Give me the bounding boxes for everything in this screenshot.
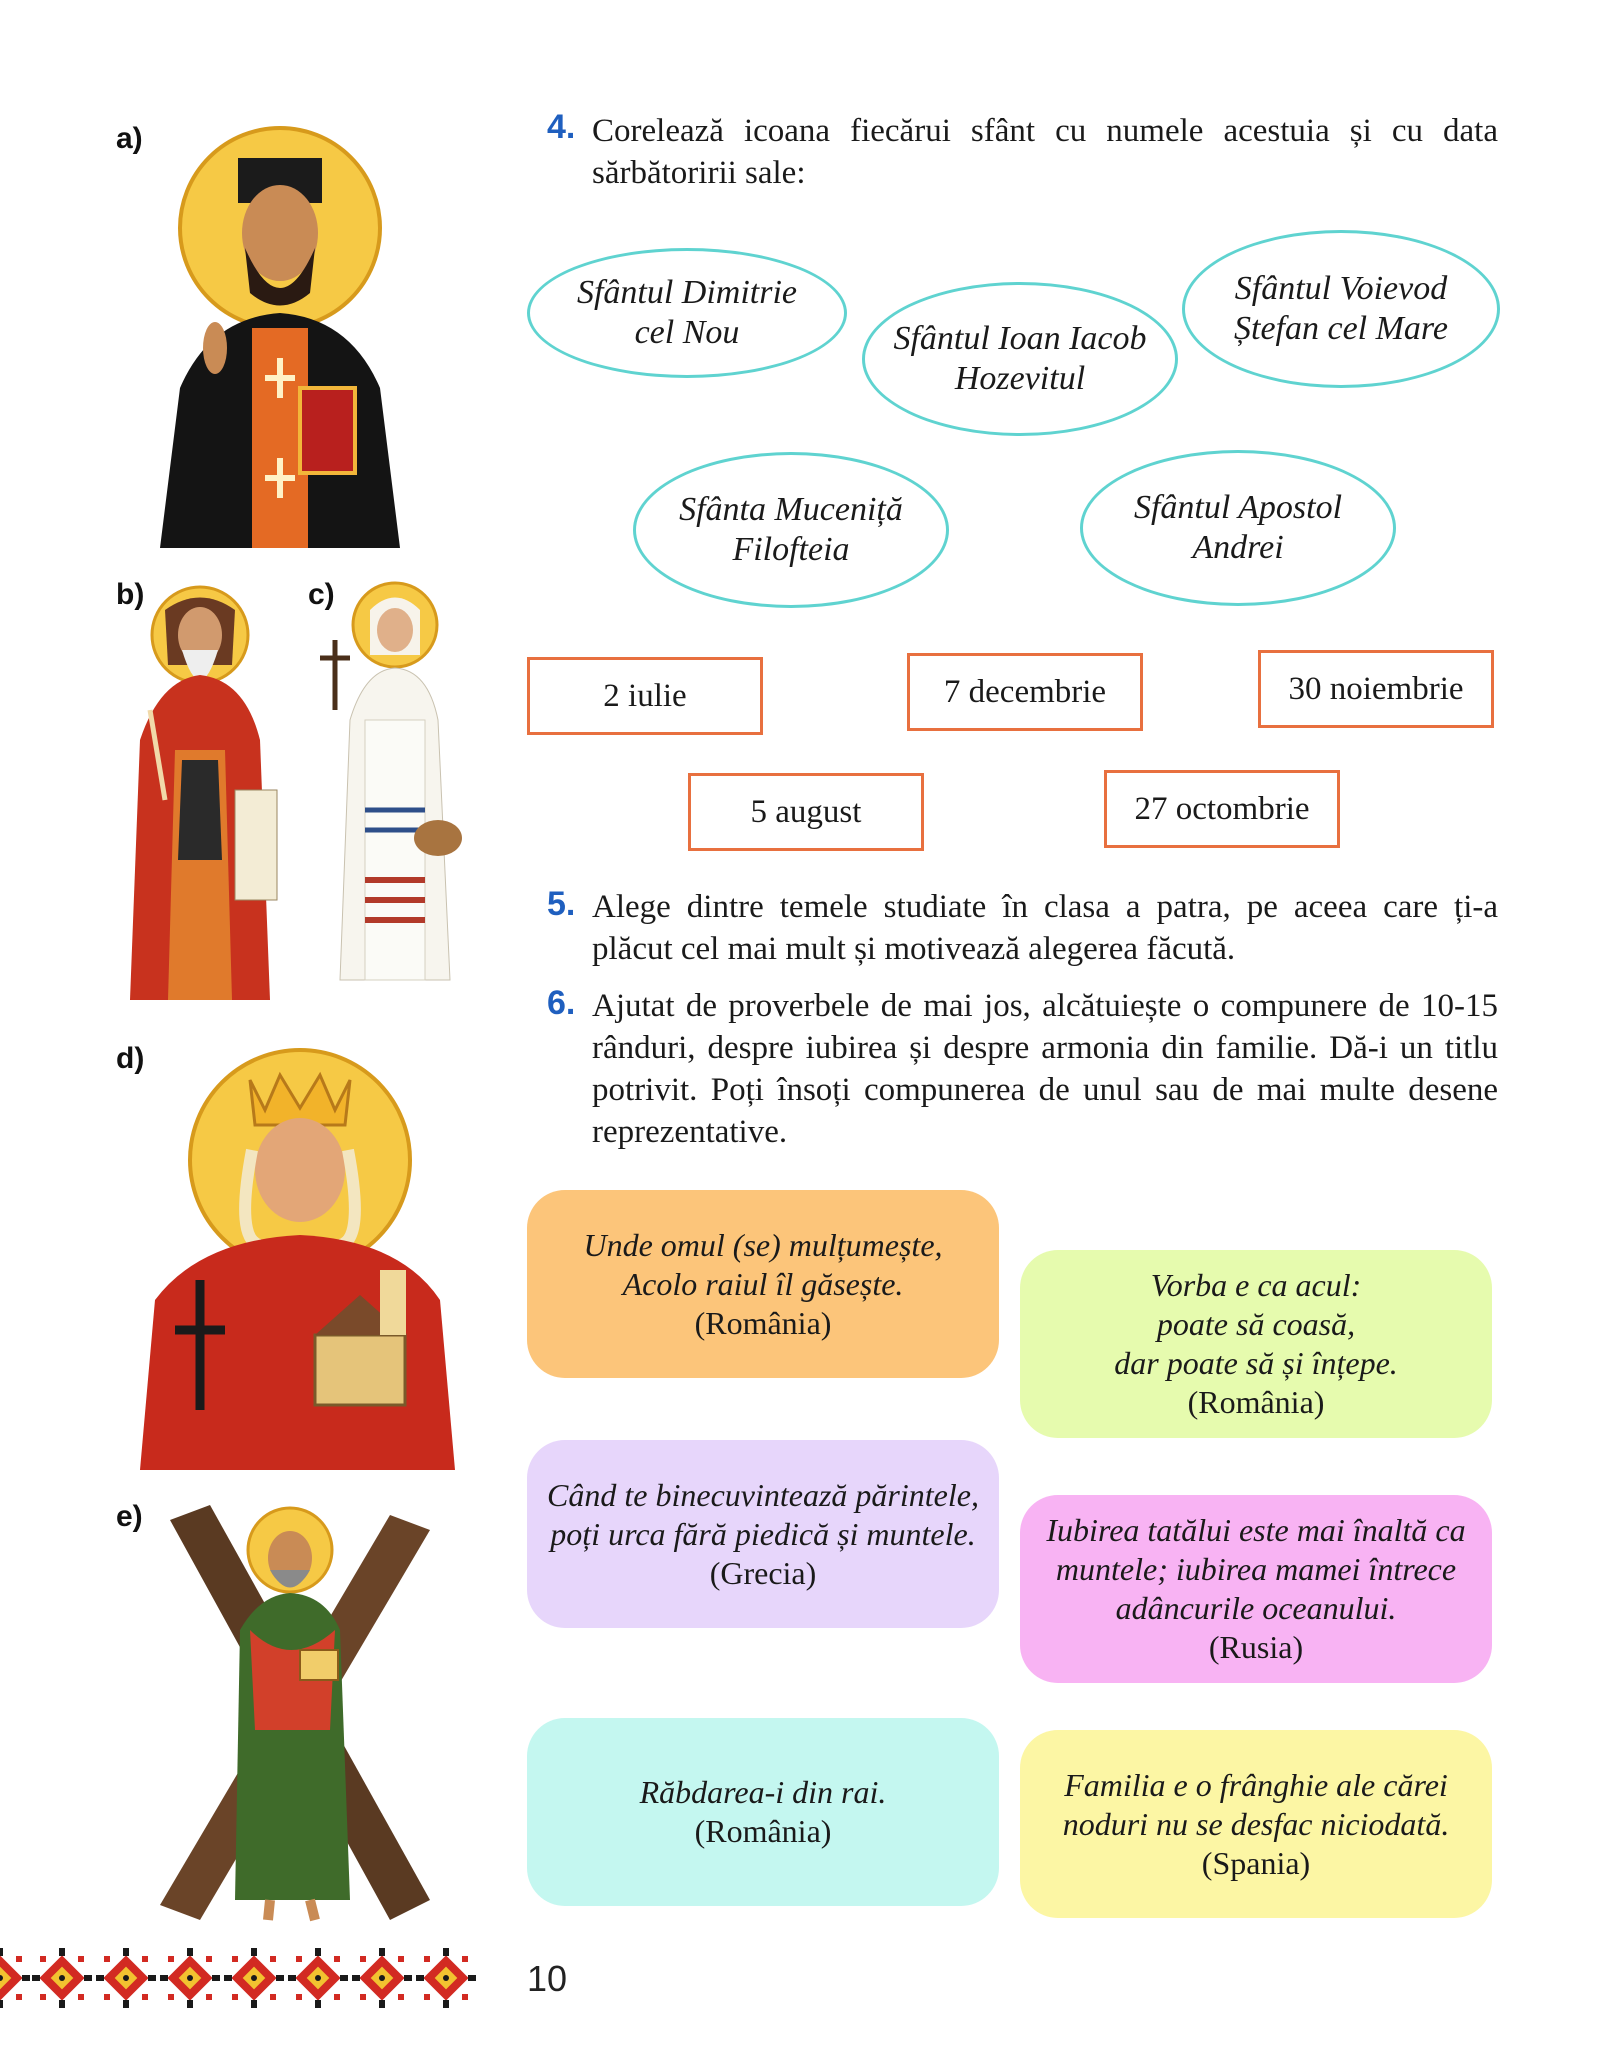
proverb-box [1020,1730,1492,1918]
image-label-a: a) [116,122,143,155]
date-box: 2 iulie [527,657,763,735]
proverb-text: Vorba e ca acul: poate să coasă, dar poate să și înțepe. [1114,1267,1398,1381]
saint-icon-d [140,1040,460,1470]
exercise-4-number: 4. [547,108,576,146]
exercise-5-number: 5. [547,885,576,923]
exercise-5-text: Alege dintre temele studiate în clasa a patra, pe aceea care ți-a plăcut cel mai mult și motivează alegerea făcută. [592,889,1498,967]
saint-icon-a [140,118,420,548]
saint-name-oval: Sfântul Dimitrie cel Nou [527,248,847,378]
proverb-text: Când te binecuvintează părintele, poți urca fără piedică și muntele. [547,1476,979,1552]
page-number: 10 [527,1958,568,1999]
proverb-box [1020,1495,1492,1683]
saint-name-oval: Sfântul Voievod Ștefan cel Mare [1182,230,1500,388]
date-box: 30 noiembrie [1258,650,1494,728]
saint-icon-c [310,580,475,1010]
saint-icon-e [140,1500,440,1930]
proverb-text: Unde omul (se) mulțumește, Acolo raiul îl găsește. [583,1226,943,1302]
proverb-text: Familia e o frânghie ale cărei noduri nu se desfac niciodată. [1062,1766,1450,1842]
image-label-e: e) [116,1500,143,1533]
image-label-d: d) [116,1042,145,1075]
date-box: 27 octombrie [1104,770,1340,848]
proverb-origin: (România) [694,1304,832,1341]
saint-name-oval: Sfântul Apostol Andrei [1080,450,1396,606]
saint-icon-b [120,580,285,1010]
proverb-box [527,1440,999,1628]
proverb-box [527,1190,999,1378]
proverb-text: Răbdarea-i din rai. [639,1774,887,1810]
proverb-origin: (Spania) [1201,1844,1311,1881]
footer-ornament [0,1948,480,2008]
saint-name-oval: Sfânta Muceniță Filofteia [633,452,949,608]
proverb-origin: (Grecia) [709,1554,817,1591]
proverb-origin: (România) [694,1813,832,1849]
image-label-c: c) [308,578,335,611]
proverb-text: Iubirea tatălui este mai înaltă ca muntele; iubirea mamei întrece adâncurile oceanului. [1046,1512,1466,1626]
exercise-4-text: Corelează icoana fiecărui sfânt cu numele acestuia și cu data sărbătoririi sale: [592,113,1498,191]
exercise-6-text: Ajutat de proverbele de mai jos, alcătuiește o compunere de 10-15 rânduri, despre iubirea și despre armonia din familie. Dă-i un titlu potrivit. Poți însoți compunerea de unul sau de mai multe desene reprezentative. [592,988,1498,1150]
exercise-6-number: 6. [547,984,576,1022]
proverb-box [1020,1250,1492,1438]
date-box: 7 decembrie [907,653,1143,731]
proverb-origin: (România) [1187,1384,1325,1420]
image-label-b: b) [116,578,145,611]
proverb-box [527,1718,999,1906]
proverb-origin: (Rusia) [1208,1629,1304,1665]
date-box: 5 august [688,773,924,851]
saint-name-oval: Sfântul Ioan Iacob Hozevitul [862,282,1178,436]
